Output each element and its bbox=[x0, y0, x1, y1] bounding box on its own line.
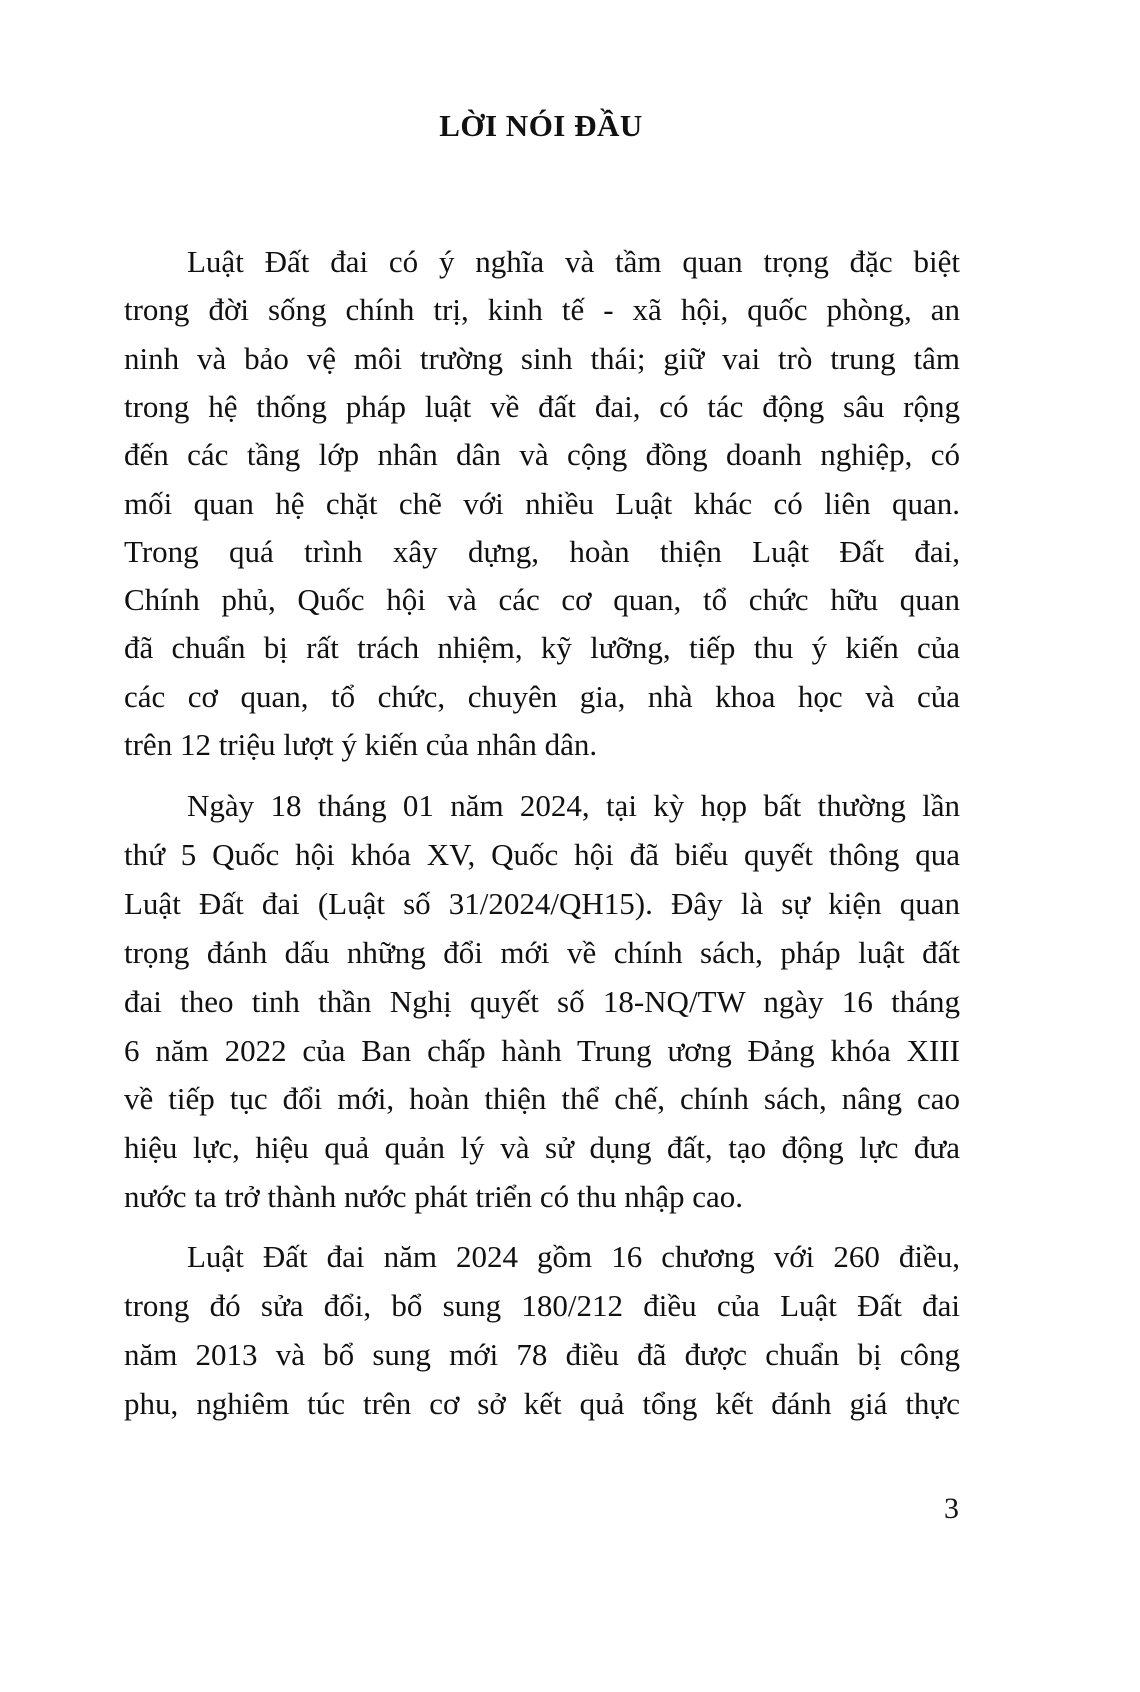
paragraph-1-line: ninh và bảo vệ môi trường sinh thái; giữ vai trò trung tâm bbox=[124, 340, 960, 376]
paragraph-1-line: trong hệ thống pháp luật về đất đai, có tác động sâu rộng bbox=[124, 388, 960, 424]
page-title: LỜI NÓI ĐẦU bbox=[439, 108, 643, 143]
page-number: 3 bbox=[944, 1492, 959, 1525]
paragraph-1-line: trong đời sống chính trị, kinh tế - xã hội, quốc phòng, an bbox=[124, 292, 960, 328]
paragraph-3-line: trong đó sửa đổi, bổ sung 180/212 điều của Luật Đất đai bbox=[124, 1288, 960, 1323]
paragraph-2-line: về tiếp tục đổi mới, hoàn thiện thể chế, chính sách, nâng cao bbox=[124, 1081, 960, 1117]
paragraph-1-line: Chính phủ, Quốc hội và các cơ quan, tổ chức hữu quan bbox=[124, 582, 960, 618]
paragraph-3-line: phu, nghiêm túc trên cơ sở kết quả tổng kết đánh giá thực bbox=[124, 1386, 960, 1421]
paragraph-1-line: Trong quá trình xây dựng, hoàn thiện Luật Đất đai, bbox=[124, 533, 960, 569]
paragraph-2-line: thứ 5 Quốc hội khóa XV, Quốc hội đã biểu quyết thông qua bbox=[124, 836, 960, 872]
paragraph-2-line: 6 năm 2022 của Ban chấp hành Trung ương Đảng khóa XIII bbox=[124, 1032, 960, 1068]
paragraph-1-line: đến các tầng lớp nhân dân và cộng đồng doanh nghiệp, có bbox=[124, 437, 960, 473]
paragraph-2-line: trọng đánh dấu những đổi mới về chính sách, pháp luật đất bbox=[124, 934, 960, 970]
paragraph-2-line: đai theo tinh thần Nghị quyết số 18-NQ/TW ngày 16 tháng bbox=[124, 983, 960, 1019]
paragraph-2-line: hiệu lực, hiệu quả quản lý và sử dụng đất, tạo động lực đưa bbox=[124, 1130, 960, 1166]
paragraph-1-line: đã chuẩn bị rất trách nhiệm, kỹ lưỡng, tiếp thu ý kiến của bbox=[124, 630, 960, 666]
paragraph-2-line: nước ta trở thành nước phát triển có thu nhập cao. bbox=[124, 1179, 744, 1215]
paragraph-2-line: Luật Đất đai (Luật số 31/2024/QH15). Đây là sự kiện quan bbox=[124, 885, 960, 921]
paragraph-1-line: trên 12 triệu lượt ý kiến của nhân dân. bbox=[124, 727, 598, 762]
paragraph-1-line: Luật Đất đai có ý nghĩa và tầm quan trọng đặc biệt bbox=[187, 244, 960, 279]
paragraph-1-line: các cơ quan, tổ chức, chuyên gia, nhà khoa học và của bbox=[124, 678, 960, 714]
paragraph-3-line: năm 2013 và bổ sung mới 78 điều đã được chuẩn bị công bbox=[124, 1337, 960, 1372]
paragraph-1-line: mối quan hệ chặt chẽ với nhiều Luật khác có liên quan. bbox=[124, 485, 960, 521]
paragraph-2-line: Ngày 18 tháng 01 năm 2024, tại kỳ họp bất thường lần bbox=[187, 788, 960, 823]
paragraph-3-line: Luật Đất đai năm 2024 gồm 16 chương với 260 điều, bbox=[187, 1239, 960, 1274]
